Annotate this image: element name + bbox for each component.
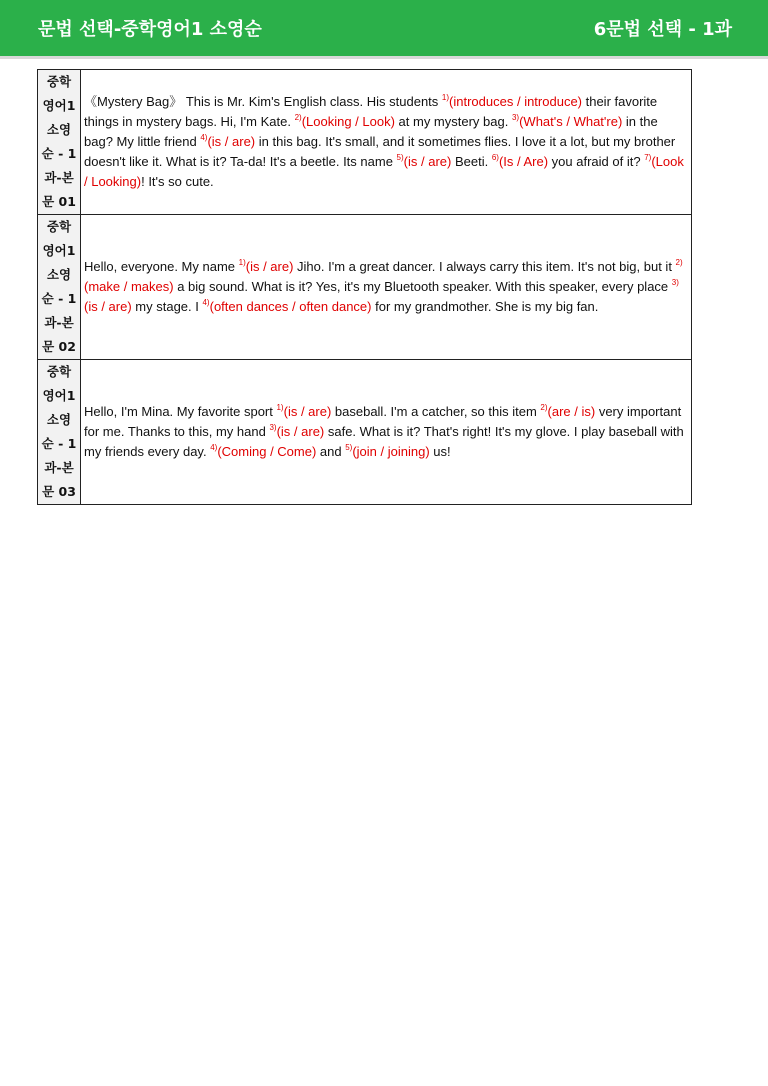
grammar-choice: (join / joining) — [352, 444, 430, 459]
grammar-choice: (Coming / Come) — [217, 444, 317, 459]
passage-label — [38, 360, 81, 505]
passage-text-segment: 《Mystery Bag》 This is Mr. Kim's English class. His students — [84, 94, 442, 109]
grammar-choice: (Looking / Look) — [301, 114, 395, 129]
grammar-choice: (Is / Are) — [498, 154, 549, 169]
passage-text-segment: you afraid of it? — [548, 154, 645, 169]
blank-number: 4) — [210, 443, 218, 452]
grammar-choice: (are / is) — [547, 404, 596, 419]
grammar-choice: (make / makes) — [84, 279, 174, 294]
blank-number: 6) — [491, 153, 499, 162]
grammar-choice: (often dances / often dance) — [209, 299, 372, 314]
grammar-choice: (is / are) — [84, 299, 132, 314]
passage-text-segment: in the bag? My little friend — [84, 114, 658, 149]
passage-text-segment: ! It's so cute. — [141, 174, 214, 189]
blank-number: 7) — [644, 153, 652, 162]
passage-text — [81, 215, 692, 360]
page-header — [0, 0, 768, 56]
passage-text — [81, 360, 692, 505]
passage-label-line: 영어1 — [42, 388, 76, 403]
blank-number: 2) — [294, 113, 302, 122]
passage-text-segment: Jiho. I'm a great dancer. I always carry this item. It's not big, but it — [293, 259, 676, 274]
passage-text-segment: baseball. I'm a catcher, so this item — [331, 404, 541, 419]
passage-text-segment: Beeti. — [451, 154, 492, 169]
passage-text-segment: safe. What is it? That's right! It's my glove. I play baseball with my friends every day. — [84, 424, 684, 459]
passage-label-line: 과-본 — [44, 460, 74, 475]
blank-number: 2) — [675, 258, 683, 267]
passage-label-line: 문 02 — [42, 339, 76, 354]
grammar-choice: (is / are) — [245, 259, 294, 274]
exercise-table — [37, 69, 692, 505]
blank-number: 3) — [671, 278, 679, 287]
grammar-choice: (introduces / introduce) — [449, 94, 582, 109]
grammar-choice: (is / are) — [207, 134, 256, 149]
passage-label-line: 순 - 1 — [41, 436, 77, 451]
grammar-choice: (is / are) — [403, 154, 452, 169]
passage-label — [38, 70, 81, 215]
passage-label-line: 소영 — [46, 122, 72, 137]
passage-label-line: 과-본 — [44, 170, 74, 185]
passage-text-segment: their favorite things in mystery bags. Hi, I'm Kate. — [84, 94, 658, 129]
passage-row — [38, 215, 692, 360]
passage-text-segment: my stage. I — [131, 299, 203, 314]
blank-number: 1) — [238, 258, 246, 267]
blank-number: 4) — [200, 133, 208, 142]
passage-text — [81, 70, 692, 215]
grammar-choice: (is / are) — [276, 424, 325, 439]
passage-label-line: 중학 — [46, 364, 72, 379]
blank-number: 2) — [540, 403, 548, 412]
passage-row — [38, 70, 692, 215]
passage-label-line: 중학 — [46, 219, 72, 234]
passage-label — [38, 215, 81, 360]
passage-label-line: 순 - 1 — [41, 146, 77, 161]
passage-label-line: 과-본 — [44, 315, 74, 330]
grammar-choice: (What's / What're) — [519, 114, 623, 129]
blank-number: 3) — [511, 113, 520, 122]
blank-number: 5) — [396, 153, 404, 162]
passage-label-line: 영어1 — [42, 98, 76, 113]
passage-text-segment: Hello, I'm Mina. My favorite sport — [84, 404, 277, 419]
passage-label-line: 영어1 — [42, 243, 76, 258]
passage-text-segment: and — [316, 444, 346, 459]
passage-text-segment: us! — [429, 444, 451, 459]
passage-text-segment: in this bag. It's small, and it sometimes flies. I love it a lot, but my brother doesn't like it. What is it? Ta-da! It's a beetle. Its name — [84, 134, 676, 169]
blank-number: 5) — [345, 443, 353, 452]
grammar-choice: (is / are) — [283, 404, 332, 419]
passage-label-line: 중학 — [46, 74, 72, 89]
passage-text-segment: a big sound. What is it? Yes, it's my Bluetooth speaker. With this speaker, every place — [173, 279, 672, 294]
blank-number: 1) — [276, 403, 284, 412]
passage-text-segment: for my grandmother. She is my big fan. — [371, 299, 599, 314]
passage-label-line: 순 - 1 — [41, 291, 77, 306]
passage-label-line: 소영 — [46, 412, 72, 427]
passage-label-line: 소영 — [46, 267, 72, 282]
blank-number: 3) — [269, 423, 277, 432]
passage-row — [38, 360, 692, 505]
blank-number: 1) — [441, 93, 450, 102]
passage-text-segment: very important for me. Thanks to this, my hand — [84, 404, 682, 439]
passage-text-segment: Hello, everyone. My name — [84, 259, 239, 274]
passage-text-segment: at my mystery bag. — [394, 114, 512, 129]
passage-label-line: 문 01 — [42, 194, 76, 209]
header-left-title: 문법 선택-중학영어1 소영순 — [38, 19, 262, 40]
passage-label-line: 문 03 — [42, 484, 76, 499]
header-right-title: 6문법 선택 - 1과 — [593, 19, 732, 40]
blank-number: 4) — [202, 298, 210, 307]
grammar-choice: (Look / Looking) — [84, 154, 684, 189]
